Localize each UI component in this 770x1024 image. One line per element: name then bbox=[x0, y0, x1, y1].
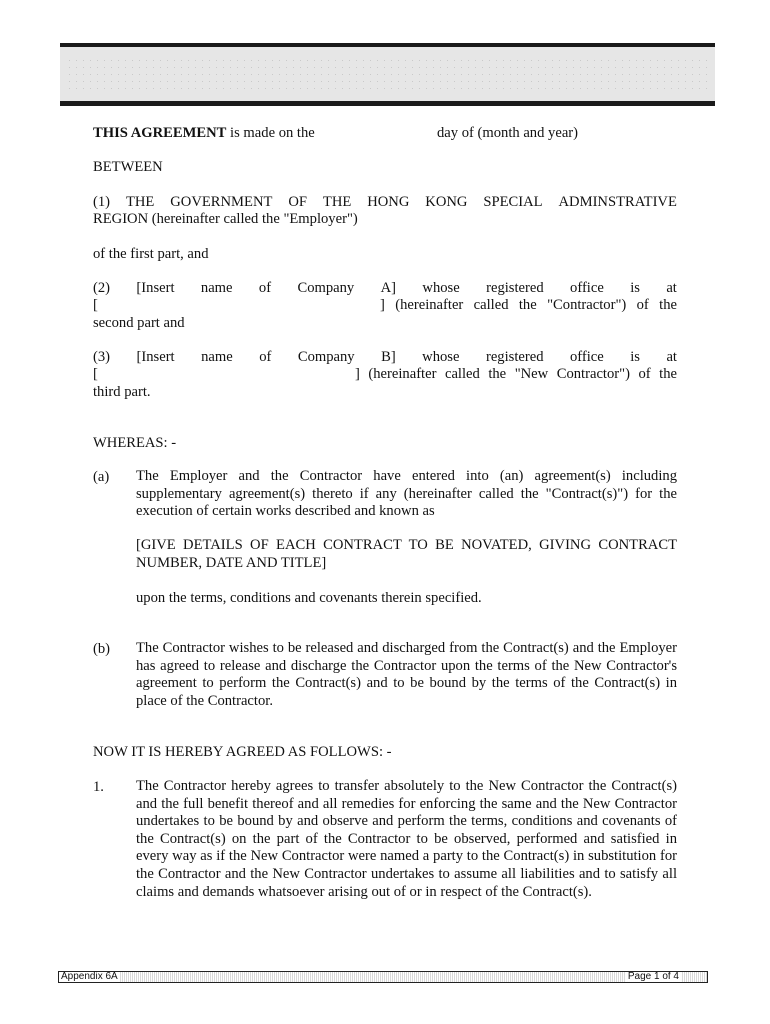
party3-bracket: [ bbox=[93, 366, 98, 382]
clause1-label: 1. bbox=[93, 779, 104, 795]
party2-word: at bbox=[666, 280, 677, 296]
header-bar bbox=[60, 43, 715, 106]
party2-word: is bbox=[630, 280, 640, 296]
recital-a-terms: upon the terms, conditions and covenants therein specified. bbox=[136, 590, 482, 606]
first-part-text: of the first part, and bbox=[93, 246, 209, 262]
party2-word: registered bbox=[486, 280, 544, 296]
party1-line1 bbox=[93, 193, 677, 211]
party1-word: GOVERNMENT bbox=[170, 194, 273, 210]
party2-word: Company bbox=[297, 280, 355, 296]
recital-b-text: The Contractor wishes to be released and discharged from the Contract(s) and the Employer has agreed to release and discharge the Contractor upon the terms of the New Contractor's agreement to perform the Contract(s) and to be bound by the terms of the Contract(s) in place of the Contractor. bbox=[136, 640, 677, 709]
agreed-heading: NOW IT IS HEREBY AGREED AS FOLLOWS: - bbox=[93, 744, 392, 760]
agreement-title: THIS AGREEMENT bbox=[93, 125, 227, 141]
party3-line3: third part. bbox=[93, 384, 151, 400]
party3-word: of bbox=[259, 349, 272, 365]
between-heading: BETWEEN bbox=[93, 159, 163, 175]
date-text: day of (month and year) bbox=[437, 125, 579, 141]
party2-word: (2) bbox=[93, 280, 111, 296]
party3-word: office bbox=[569, 349, 604, 365]
recital-b-label: (b) bbox=[93, 641, 111, 657]
header-pattern bbox=[66, 57, 709, 93]
party3-word: at bbox=[666, 349, 677, 365]
party3-word: Company bbox=[297, 349, 355, 365]
party3-word: (3) bbox=[93, 349, 111, 365]
whereas-heading: WHEREAS: - bbox=[93, 435, 177, 451]
page-footer bbox=[58, 971, 708, 983]
party1-line2: REGION (hereinafter called the "Employer") bbox=[93, 211, 358, 227]
party2-word: whose bbox=[422, 280, 460, 296]
party2-word: name bbox=[200, 280, 233, 296]
party1-word: THE bbox=[125, 194, 155, 210]
party2-line1 bbox=[93, 279, 677, 297]
party2-line2: ] (hereinafter called the "Contractor") of the bbox=[380, 297, 677, 313]
party3-word: whose bbox=[422, 349, 460, 365]
footer-appendix: Appendix 6A bbox=[61, 971, 118, 982]
party1-word: OF bbox=[288, 194, 307, 210]
party3-word: B] bbox=[381, 349, 396, 365]
party2-word: A] bbox=[380, 280, 397, 296]
party3-line1 bbox=[93, 348, 677, 366]
recital-a-details: [GIVE DETAILS OF EACH CONTRACT TO BE NOVATED, GIVING CONTRACT NUMBER, DATE AND TITLE] bbox=[136, 537, 677, 571]
party2-word: office bbox=[570, 280, 604, 296]
party2-word: [Insert bbox=[136, 280, 175, 296]
footer-page-number: Page 1 of 4 bbox=[627, 971, 679, 982]
party1-word: HONG bbox=[367, 194, 410, 210]
party3-word: name bbox=[201, 349, 233, 365]
recital-a-text: The Employer and the Contractor have entered into (an) agreement(s) including supplementary agreement(s) thereto if any (hereinafter called the "Contract(s)") for the execution of certain works described and known as bbox=[136, 468, 677, 520]
party3-line2: ] (hereinafter called the "New Contractor") of the bbox=[355, 366, 677, 382]
recital-a-label: (a) bbox=[93, 469, 110, 485]
party3-word: registered bbox=[485, 349, 544, 365]
party1-word: KONG bbox=[425, 194, 468, 210]
party2-line3: second part and bbox=[93, 315, 185, 331]
party1-word: SPECIAL bbox=[483, 194, 543, 210]
opening-text: is made on the bbox=[226, 125, 315, 141]
clause1-text: The Contractor hereby agrees to transfer absolutely to the New Contractor the Contract(s) and the full benefit thereof and all remedies for enforcing the same and the New Contractor undertakes to be bound by and observe and perform the terms, conditions and covenants of the Contract(s) on the part of the Contractor to be observed, performed and satisfied in every way as if the New Contractor were named a party to the Contract(s) in substitution for the Contractor and the New Contractor undertakes to assume all liabilities and to satisfy all claims and demands whatsoever arising out of or in respect of the Contract(s). bbox=[136, 778, 677, 900]
opening-line bbox=[93, 124, 315, 142]
party3-word: [Insert bbox=[136, 349, 175, 365]
party3-word: is bbox=[630, 349, 640, 365]
party2-bracket: [ bbox=[93, 297, 98, 313]
party2-word: of bbox=[258, 280, 272, 296]
party1-word: ADMINSTRATIVE bbox=[558, 194, 677, 210]
party1-word: (1) bbox=[93, 194, 111, 210]
party1-word: THE bbox=[322, 194, 352, 210]
